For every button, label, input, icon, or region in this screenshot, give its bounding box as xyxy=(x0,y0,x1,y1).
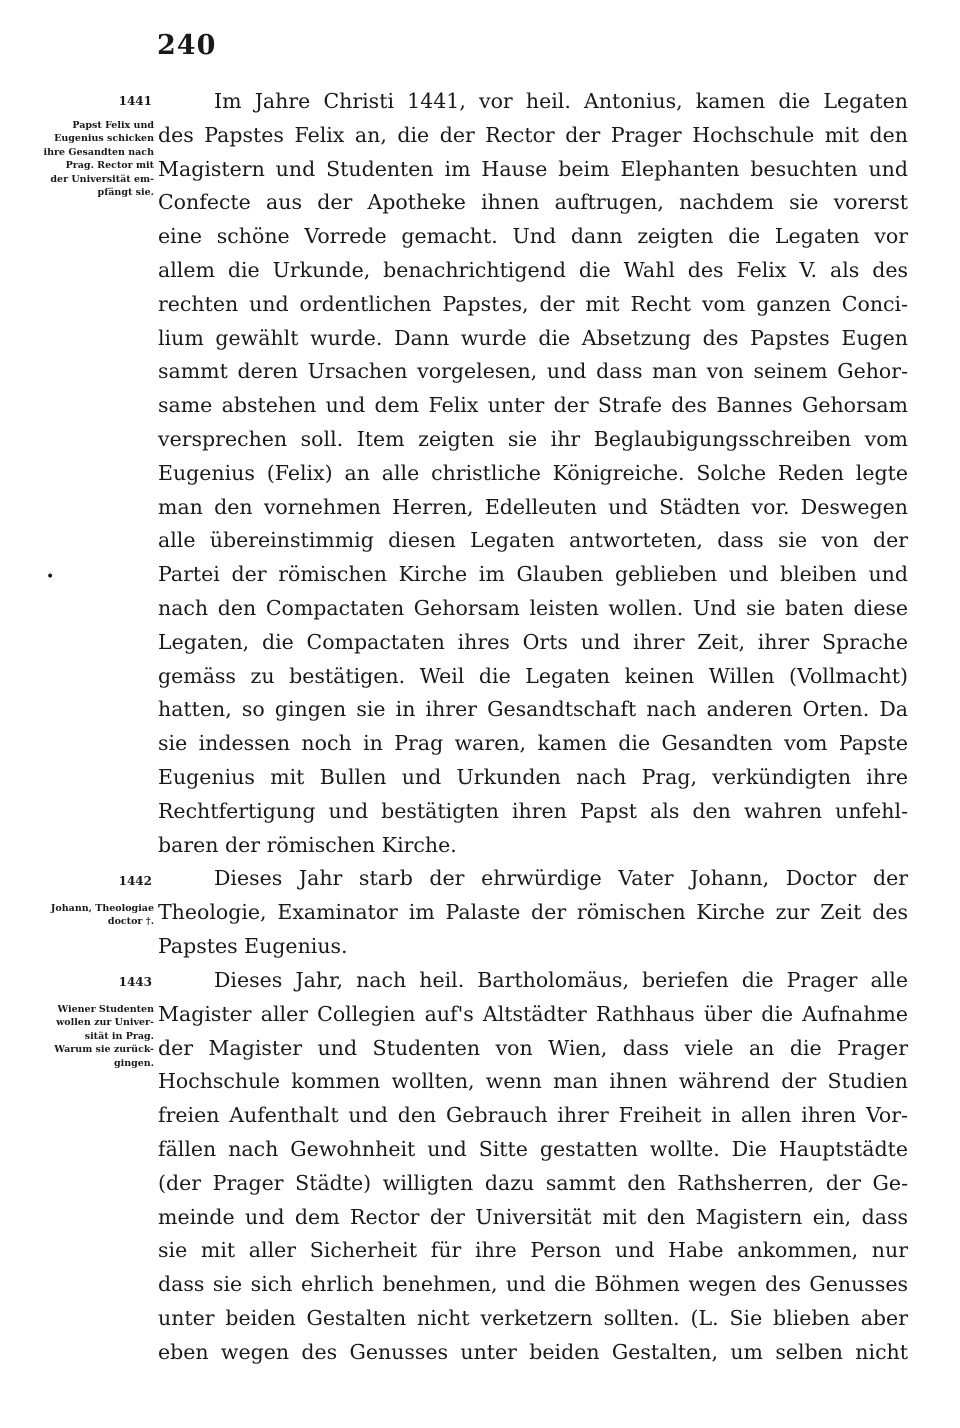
margin-note-1443 xyxy=(6,1003,154,1070)
text-line: eine schöne Vorrede gemacht. Und dann zeigten die Legaten vor xyxy=(158,224,908,249)
text-line: rechten und ordentlichen Papstes, der mit Recht vom ganzen Conci- xyxy=(158,291,908,316)
text-line: gemäss zu bestätigen. Weil die Legaten keinen Willen (Vollmacht) xyxy=(158,663,908,688)
text-line: fällen nach Gewohnheit und Sitte gestatten wollte. Die Hauptstädte xyxy=(158,1136,908,1161)
note-line: Papst Felix und xyxy=(72,120,154,131)
note-line: Eugenius schicken xyxy=(54,133,154,145)
text-line: Legaten, die Compactaten ihres Orts und ihrer Zeit, ihrer Sprache xyxy=(158,629,908,654)
text-line: nach den Compactaten Gehorsam leisten wollen. Und sie baten diese xyxy=(158,595,908,620)
text-line: des Papstes Felix an, die der Rector der Prager Hochschule mit den xyxy=(158,122,908,147)
text-line: lium gewählt wurde. Dann wurde die Absetzung des Papstes Eugen xyxy=(158,325,908,350)
text-line: Partei der römischen Kirche im Glauben geblieben und bleiben und xyxy=(158,562,908,587)
text-line: versprechen soll. Item zeigten sie ihr Beglaubigungsschreiben vom xyxy=(158,426,908,451)
text-line: sammt deren Ursachen vorgelesen, und dass man von seinem Gehor- xyxy=(158,359,908,384)
note-line: doctor †. xyxy=(107,916,154,928)
note-line: Prag. Rector mit xyxy=(65,160,154,172)
text-line: unter beiden Gestalten nicht verketzern sollten. (L. Sie blieben aber xyxy=(158,1305,908,1330)
text-line: Magistern und Studenten im Hause beim Elephanten besuchten und xyxy=(158,156,908,181)
year-1443: 1443 xyxy=(118,975,152,989)
text-line: Im Jahre Christi 1441, vor heil. Antonius, kamen die Legaten xyxy=(214,89,908,113)
margin-note-1441 xyxy=(6,119,154,199)
note-line: ihre Gesandten nach xyxy=(43,146,154,158)
text-line: alle übereinstimmig diesen Legaten antworteten, dass sie von der xyxy=(158,528,908,553)
margin-note-1442 xyxy=(6,902,154,929)
paragraph-1443 xyxy=(158,964,908,1370)
text-line: dass sie sich ehrlich benehmen, und die Böhmen wegen des Genusses xyxy=(158,1272,908,1297)
text-line: baren der römischen Kirche. xyxy=(158,832,457,857)
text-line: freien Aufenthalt und den Gebrauch ihrer Freiheit in allen ihren Vor- xyxy=(158,1103,908,1128)
page-number: 240 xyxy=(157,30,217,61)
text-line: Magister aller Collegien auf's Altstädter Rathhaus über die Aufnahme xyxy=(158,1001,908,1026)
note-line: Warum sie zurück- xyxy=(54,1044,154,1056)
paragraph-1442 xyxy=(158,862,908,963)
text-line: Hochschule kommen wollten, wenn man ihnen während der Studien xyxy=(158,1069,908,1094)
text-line: sie mit aller Sicherheit für ihre Person und Habe ankommen, nur xyxy=(158,1238,908,1263)
text-line: Rechtfertigung und bestätigten ihren Papst als den wahren unfehl- xyxy=(158,798,908,823)
text-line: Theologie, Examinator im Palaste der römischen Kirche zur Zeit des xyxy=(158,899,908,924)
note-line: sität in Prag. xyxy=(84,1030,154,1042)
note-line: der Universität em- xyxy=(50,173,154,185)
text-line: meinde und dem Rector der Universität mit den Magistern ein, dass xyxy=(158,1204,908,1229)
text-line: eben wegen des Genusses unter beiden Gestalten, um selben nicht xyxy=(158,1339,908,1364)
note-line: Wiener Studenten xyxy=(57,1004,154,1015)
year-1442: 1442 xyxy=(118,874,152,888)
note-line: Johann, Theologiae xyxy=(50,903,154,914)
year-1441: 1441 xyxy=(118,94,152,108)
text-line: Confecte aus der Apotheke ihnen auftrugen, nachdem sie vorerst xyxy=(158,190,908,215)
text-line: same abstehen und dem Felix unter der Strafe des Bannes Gehorsam xyxy=(158,393,908,418)
text-line: sie indessen noch in Prag waren, kamen die Gesandten vom Papste xyxy=(158,731,908,756)
text-line: hatten, so gingen sie in ihrer Gesandtschaft nach anderen Orten. Da xyxy=(158,697,908,722)
text-line: Dieses Jahr, nach heil. Bartholomäus, beriefen die Prager alle xyxy=(214,968,908,992)
text-line: Eugenius mit Bullen und Urkunden nach Prag, verkündigten ihre xyxy=(158,764,908,789)
text-line: Papstes Eugenius. xyxy=(158,933,348,958)
note-line: gingen. xyxy=(113,1057,154,1069)
text-line: (der Prager Städte) willigten dazu sammt den Rathsherren, der Ge- xyxy=(158,1170,908,1195)
paragraph-1441 xyxy=(158,85,908,862)
bullet-mark: • xyxy=(46,569,55,585)
text-line: Eugenius (Felix) an alle christliche Königreiche. Solche Reden legte xyxy=(158,460,908,485)
text-line: allem die Urkunde, benachrichtigend die Wahl des Felix V. als des xyxy=(158,257,908,282)
text-line: der Magister und Studenten von Wien, dass viele an die Prager xyxy=(158,1035,908,1060)
note-line: wollen zur Univer- xyxy=(56,1017,154,1029)
text-line: man den vornehmen Herren, Edelleuten und Städten vor. Deswegen xyxy=(158,494,908,519)
text-line: Dieses Jahr starb der ehrwürdige Vater Johann, Doctor der xyxy=(214,866,908,890)
note-line: pfängt sie. xyxy=(97,187,154,199)
